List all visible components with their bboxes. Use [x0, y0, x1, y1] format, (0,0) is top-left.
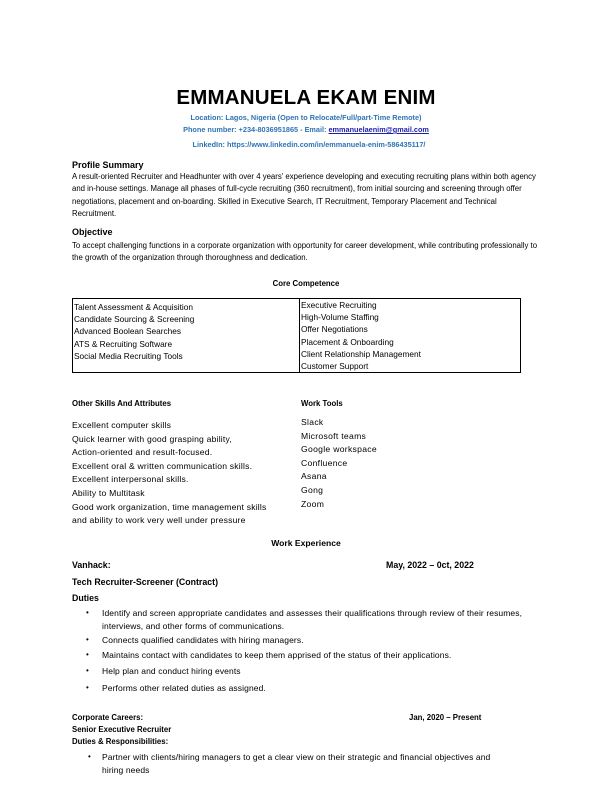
- job-role: Tech Recruiter-Screener (Contract): [72, 577, 219, 587]
- tool-item: Zoom: [301, 498, 325, 509]
- competence-item: Executive Recruiting: [301, 300, 377, 310]
- job-duties-list: [72, 607, 552, 694]
- skill-item: Excellent interpersonal skills.: [72, 474, 189, 485]
- tool-item: Confluence: [301, 457, 348, 468]
- job-dates: Jan, 2020 – Present: [409, 713, 482, 722]
- competence-item: Placement & Onboarding: [301, 336, 394, 347]
- job-duties-label: Duties: [72, 593, 99, 603]
- duty-item: • Help plan and conduct hiring events: [86, 666, 241, 676]
- duty-item: • Connects qualified candidates with hiring managers.: [86, 635, 304, 645]
- skill-item: Excellent computer skills: [72, 420, 172, 430]
- location-line: Location: Lagos, Nigeria (Open to Relocate/Full/part-Time Remote): [190, 113, 422, 122]
- competence-item: Advanced Boolean Searches: [74, 326, 182, 337]
- job-role: Senior Executive Recruiter: [72, 725, 172, 734]
- job-dates: May, 2022 – 0ct, 2022: [386, 560, 474, 570]
- duty-item: • Performs other related duties as assigned.: [86, 682, 266, 693]
- tool-item: Slack: [301, 417, 324, 427]
- bullet-icon: •: [86, 608, 89, 617]
- competence-item: Customer Support: [301, 361, 369, 372]
- duty-item: • Partner with clients/hiring managers to get a clear view on their strategic and financial objectives and hiring needs: [88, 752, 491, 775]
- objective-title: Objective: [72, 227, 113, 237]
- skill-item: Action-oriented and result-focused.: [72, 447, 213, 458]
- phone-text: Phone number: +234-8036951865 - Email:: [183, 125, 329, 134]
- core-competence-table: [72, 298, 521, 373]
- competence-item: Client Relationship Management: [301, 348, 421, 359]
- tool-item: Asana: [301, 471, 327, 482]
- job-company: Corporate Careers:: [72, 713, 144, 722]
- work-experience-title: Work Experience: [271, 538, 341, 548]
- tool-item: Gong: [301, 484, 324, 495]
- phone-email-line: [0, 125, 612, 134]
- work-tools-title: Work Tools: [301, 399, 343, 408]
- competence-column-right: [300, 299, 521, 373]
- competence-item: ATS & Recruiting Software: [74, 338, 173, 349]
- work-tools-list: [301, 416, 377, 511]
- competence-item: High-Volume Staffing: [301, 312, 379, 323]
- profile-summary-title: Profile Summary: [72, 160, 144, 170]
- skill-item: Quick learner with good grasping ability,: [72, 433, 232, 444]
- bullet-icon: •: [86, 666, 89, 675]
- competence-column-left: [73, 299, 300, 373]
- other-skills-title: Other Skills And Attributes: [72, 399, 172, 408]
- linkedin-line[interactable]: LinkedIn: https://www.linkedin.com/in/emmanuela-enim-586435117/: [192, 140, 426, 149]
- bullet-icon: •: [86, 635, 89, 644]
- skill-item: Good work organization, time management skills: [72, 501, 267, 512]
- job-company: Vanhack:: [72, 560, 111, 570]
- bullet-icon: •: [88, 752, 91, 761]
- email-link[interactable]: emmanuelaenim@gmail.com: [328, 125, 429, 134]
- candidate-name: EMMANUELA EKAM ENIM: [176, 86, 436, 109]
- competence-item: Offer Negotiations: [301, 324, 368, 335]
- job-duties-list: [72, 751, 512, 776]
- competence-item: Candidate Sourcing & Screening: [74, 314, 195, 325]
- tool-item: Google workspace: [301, 444, 377, 455]
- core-competence-title: Core Competence: [272, 279, 340, 288]
- tool-item: Microsoft teams: [301, 430, 367, 441]
- profile-summary-text: A result-oriented Recruiter and Headhunter with over 4 years' experience developing and executing recruiting plans within both agency and in-house settings. Manage all phases of full-cycle recruiting (360 recruitment), from initial sourcing and screening through offer negotiations, placement and on-boarding. Skilled in Executive Search, IT Recruitment, Temporary Placement and Technical Recruitment.: [72, 172, 536, 218]
- job-duties-label: Duties & Responsibilities:: [72, 737, 169, 746]
- other-skills-list: [72, 419, 267, 528]
- competence-item: Talent Assessment & Acquisition: [74, 302, 193, 312]
- skill-item: Ability to Multitask: [72, 487, 145, 498]
- bullet-icon: •: [86, 682, 89, 692]
- competence-item: Social Media Recruiting Tools: [74, 350, 183, 361]
- bullet-icon: •: [86, 649, 89, 659]
- duty-item: • Identify and screen appropriate candidates and assesses their qualifications through review of their resumes, interviews, and other forms of communications.: [86, 608, 523, 631]
- skill-item: and ability to work very well under pressure: [72, 515, 246, 526]
- objective-text: To accept challenging functions in a corporate organization with opportunity for career development, while contributing professionally to the growth of the organization through thoroughness and dedication.: [72, 241, 538, 263]
- duty-item: • Maintains contact with candidates to keep them apprised of the status of their applications.: [86, 649, 452, 660]
- skill-item: Excellent oral & written communication skills.: [72, 460, 253, 471]
